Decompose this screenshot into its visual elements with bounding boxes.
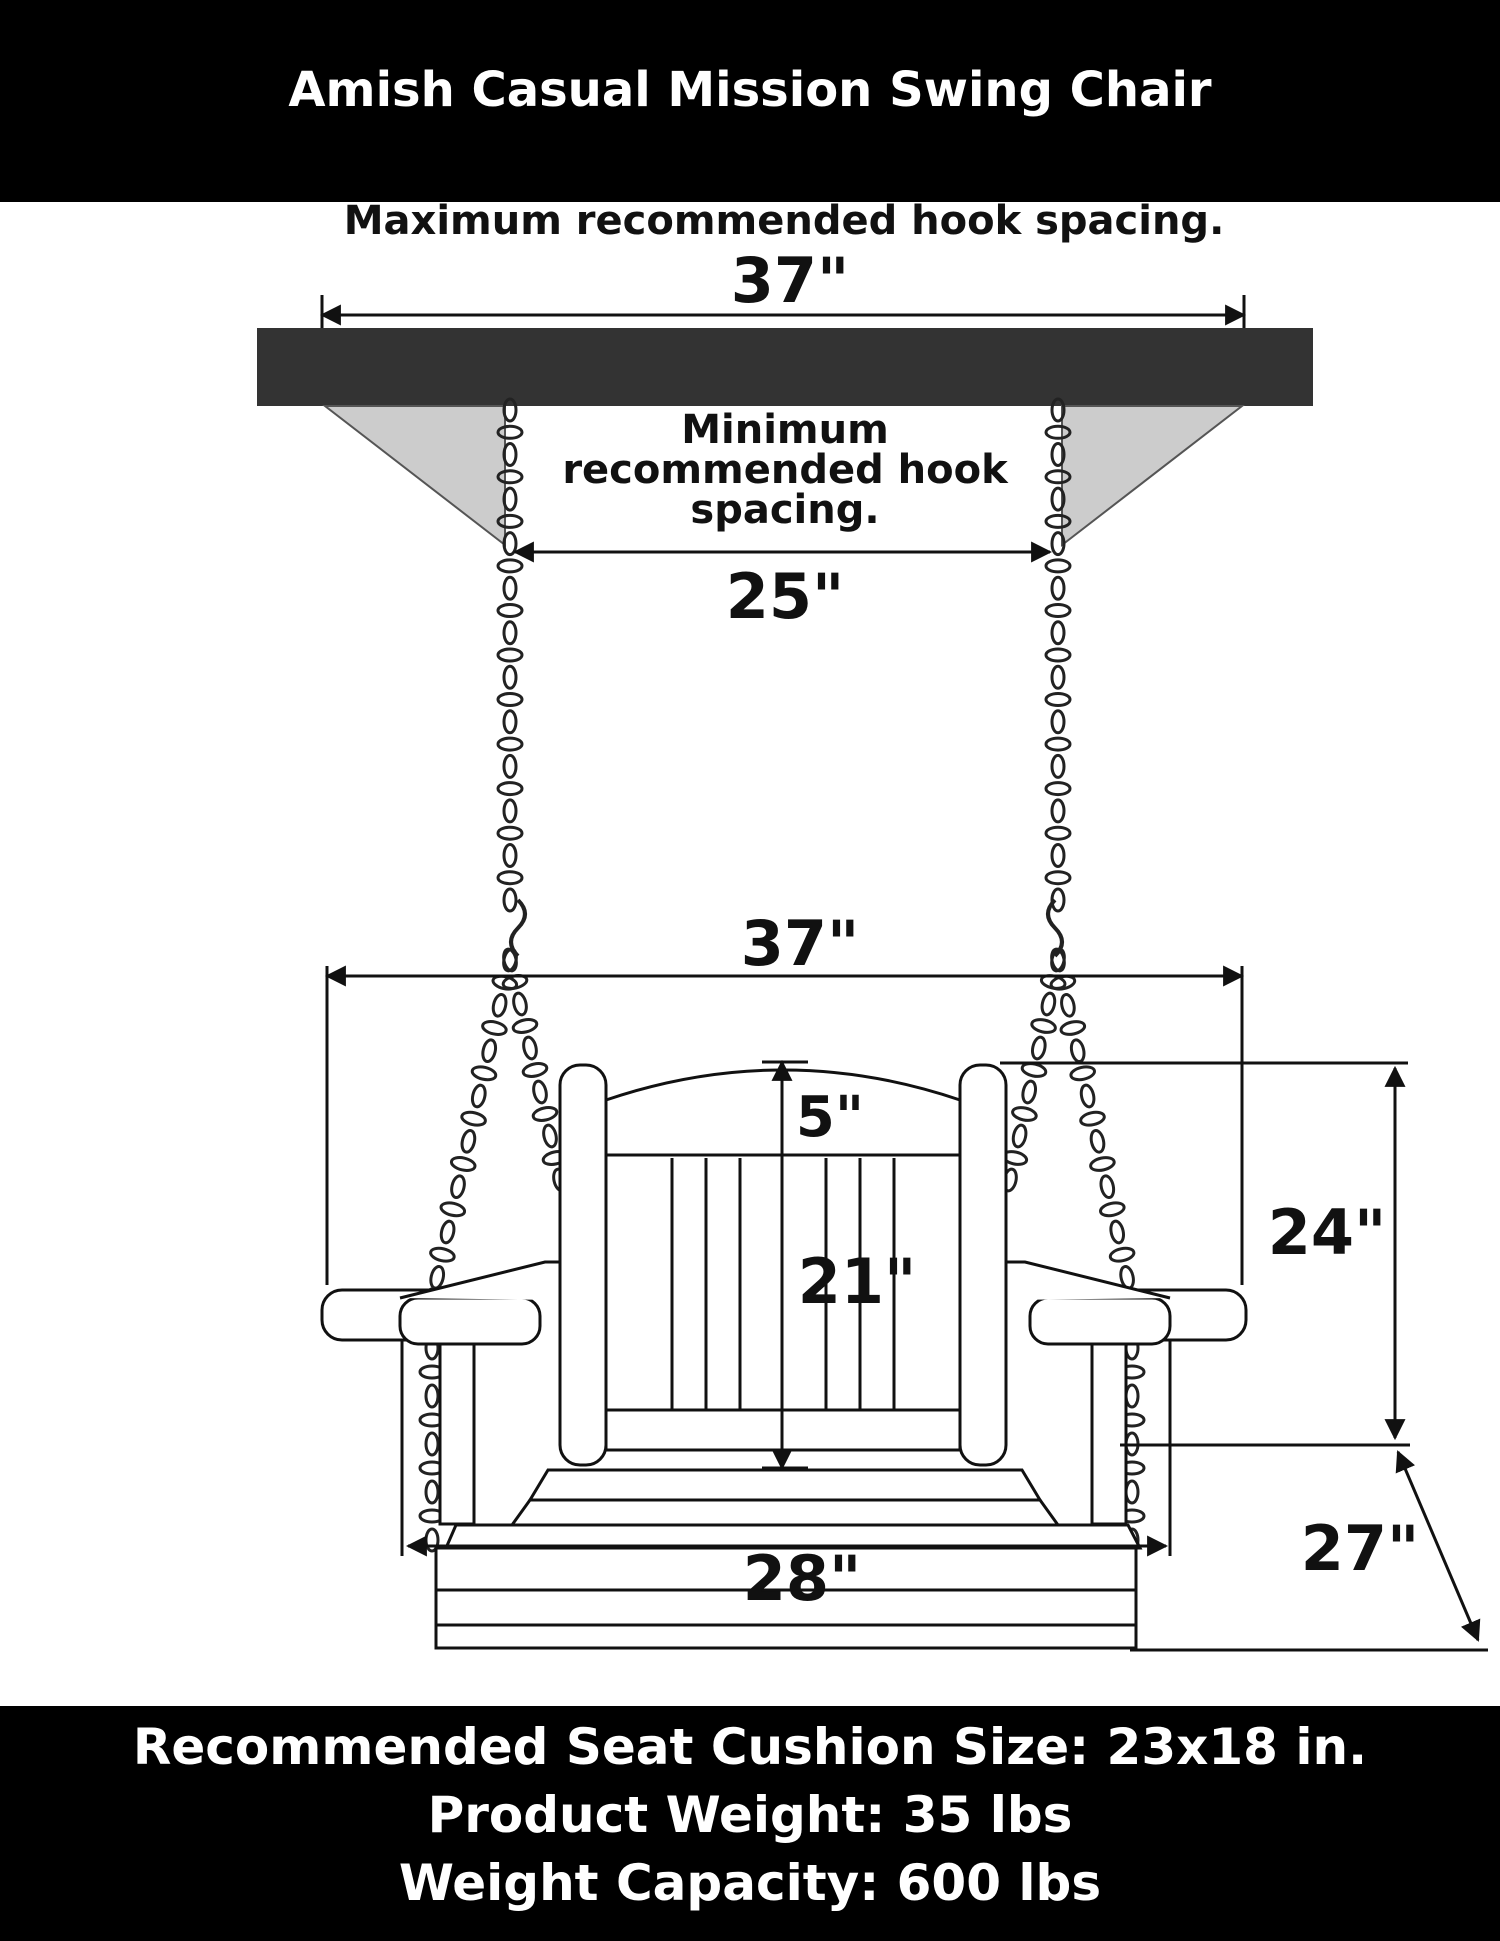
chain-link	[504, 622, 516, 644]
arm-to-top-value: 24"	[1267, 1196, 1387, 1269]
min-label-line-3: spacing.	[690, 487, 880, 533]
chain-link	[1052, 577, 1064, 599]
min-label-line-1: Minimum	[681, 407, 889, 453]
chain-link	[439, 1220, 456, 1244]
chain-link	[1070, 1065, 1096, 1082]
chain-link	[1052, 666, 1064, 688]
chain-link	[450, 1175, 467, 1199]
chain-link	[1126, 1385, 1138, 1407]
chain-link	[504, 800, 516, 822]
weight-capacity-spec: Weight Capacity: 600 lbs	[398, 1854, 1102, 1912]
chain-link	[1052, 622, 1064, 644]
chain-link	[498, 605, 522, 617]
chain-link	[1046, 872, 1070, 884]
chain-link	[504, 577, 516, 599]
chain-link	[498, 827, 522, 839]
chain-link	[1052, 755, 1064, 777]
chain-link	[512, 992, 529, 1016]
chain-link	[512, 1017, 538, 1034]
chain-link	[460, 1129, 477, 1153]
chain-link	[1126, 1481, 1138, 1503]
chain-link	[1046, 827, 1070, 839]
chain-link	[1089, 1129, 1105, 1153]
chain-link	[1011, 1106, 1037, 1123]
chain-link	[1099, 1175, 1115, 1199]
chain-link	[1109, 1220, 1125, 1244]
chain-link	[504, 666, 516, 688]
chain-link	[532, 1105, 558, 1122]
chain-link	[1046, 783, 1070, 795]
left-bracket	[325, 406, 505, 545]
seat-width-value: 28"	[742, 1542, 862, 1615]
cushion-size-spec: Recommended Seat Cushion Size: 23x18 in.	[132, 1718, 1368, 1776]
ceiling-beam	[257, 328, 1313, 406]
chain-link	[1060, 1020, 1086, 1037]
chain-link	[522, 1036, 539, 1060]
overall-width-value: 37"	[740, 907, 860, 980]
page-title: Amish Casual Mission Swing Chair	[288, 62, 1212, 118]
specs-banner	[0, 1706, 1500, 1941]
chain-link	[498, 872, 522, 884]
chain-link	[504, 711, 516, 733]
title-banner	[0, 0, 1500, 202]
chain-link	[1099, 1201, 1125, 1218]
chain-link	[1046, 694, 1070, 706]
chain-link	[522, 1061, 548, 1078]
chain-link	[504, 755, 516, 777]
chain-link	[1079, 1084, 1095, 1108]
back-top-value: 5"	[795, 1085, 865, 1150]
chain-link	[1079, 1110, 1105, 1127]
chain-link	[1109, 1246, 1135, 1263]
chain-link	[1011, 1124, 1027, 1148]
chain-link	[429, 1246, 455, 1263]
back-height-value: 21"	[797, 1245, 917, 1318]
chain-link	[1046, 560, 1070, 572]
min-label-line-2: recommended hook	[562, 447, 1008, 493]
chain-link	[504, 889, 516, 911]
chain-link	[471, 1065, 497, 1082]
chain-link	[426, 1433, 438, 1455]
chain-link	[481, 1019, 507, 1036]
chain-link	[1052, 800, 1064, 822]
chain-link	[440, 1201, 466, 1218]
chain-link	[1046, 605, 1070, 617]
depth-value: 27"	[1300, 1512, 1420, 1585]
chain-link	[498, 783, 522, 795]
chain-link	[1060, 993, 1076, 1017]
chain-link	[426, 1385, 438, 1407]
max-hook-spacing-value: 37"	[730, 244, 850, 317]
chain-link	[1052, 711, 1064, 733]
max-hook-spacing-label: Maximum recommended hook spacing.	[343, 198, 1225, 244]
chain-link	[1052, 845, 1064, 867]
chain-link	[470, 1084, 487, 1108]
chain-link	[426, 1481, 438, 1503]
chain-link	[1046, 738, 1070, 750]
chain-link	[1069, 1039, 1085, 1063]
chain-link	[1089, 1156, 1115, 1173]
min-hook-spacing-value: 25"	[725, 560, 845, 633]
chain-link	[429, 1265, 446, 1289]
chain-link	[491, 993, 508, 1017]
chain-link	[498, 694, 522, 706]
chain-link	[1031, 1036, 1047, 1060]
product-weight-spec: Product Weight: 35 lbs	[427, 1786, 1073, 1844]
chain-link	[1031, 1018, 1057, 1035]
chain-link	[498, 560, 522, 572]
chain-link	[461, 1110, 487, 1127]
chain-link	[1046, 649, 1070, 661]
min-hook-spacing-label	[540, 407, 1030, 533]
chain-link	[1040, 992, 1056, 1016]
chain-link	[498, 649, 522, 661]
chain-link	[532, 1080, 549, 1104]
chain-link	[1021, 1080, 1037, 1104]
chain-link	[504, 845, 516, 867]
chain-link	[450, 1155, 476, 1172]
chain-link	[542, 1124, 559, 1148]
chain-link	[498, 738, 522, 750]
chain-link	[481, 1039, 498, 1063]
right-bracket	[1062, 406, 1242, 545]
